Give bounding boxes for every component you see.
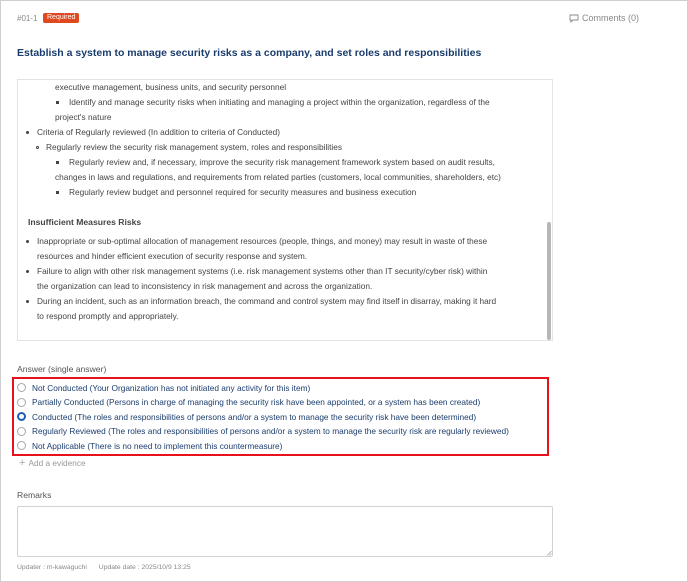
- answer-label: Answer (single answer): [17, 364, 107, 374]
- radio-icon[interactable]: [17, 441, 26, 450]
- answer-option-not-conducted[interactable]: [17, 381, 310, 394]
- desc-line: Regularly review the security risk management system, roles and responsibilities: [46, 142, 343, 152]
- risk-line: Inappropriate or sub-optimal allocation of management resources (people, things, and money) may result in waste of these: [37, 236, 488, 246]
- plus-icon: +: [19, 457, 26, 469]
- risk-line: resources and hinder efficient execution of security response and system.: [37, 251, 308, 261]
- option-label: Not Applicable (There is no need to implement this countermeasure): [32, 440, 283, 451]
- comments-button[interactable]: [569, 13, 639, 23]
- comments-label: Comments (0): [581, 13, 639, 23]
- description-panel[interactable]: [17, 79, 553, 341]
- item-id: #01-1: [17, 14, 38, 23]
- risk-line: the organization can lead to inconsistency in risk management and across the organization.: [37, 281, 373, 291]
- item-header: [17, 12, 639, 28]
- add-evidence-label: Add a evidence: [28, 458, 86, 468]
- desc-line: Regularly review and, if necessary, improve the security risk management framework system based on audit results,: [69, 157, 495, 167]
- comment-icon: [569, 14, 579, 23]
- answer-option-not-applicable[interactable]: [17, 439, 282, 452]
- answer-option-conducted[interactable]: [17, 410, 476, 423]
- bullet-icon: [26, 300, 29, 303]
- answer-options: [12, 377, 549, 456]
- radio-icon[interactable]: [17, 398, 26, 407]
- description-scrollbar[interactable]: [547, 222, 551, 340]
- answer-option-partially-conducted[interactable]: [17, 396, 480, 409]
- desc-line: Identify and manage security risks when initiating and managing a project within the organization, regardless of the: [69, 97, 490, 107]
- remarks-label: Remarks: [17, 490, 52, 500]
- option-label: Partially Conducted (Persons in charge of managing the security risk have been appointed, or a system has been created): [32, 397, 481, 407]
- radio-icon[interactable]: [17, 427, 26, 436]
- update-date: Update date : 2025/10/9 13:25: [98, 564, 191, 571]
- updater: Updater : m-kawaguchi: [17, 564, 87, 571]
- bullet-icon: [36, 146, 39, 149]
- footer-meta: [17, 564, 201, 571]
- add-evidence-link[interactable]: [19, 458, 86, 468]
- option-label: Not Conducted (Your Organization has not initiated any activity for this item): [32, 382, 311, 393]
- radio-checked-icon[interactable]: [17, 412, 26, 421]
- option-label: Conducted (The roles and responsibilities of persons and/or a system to manage the security risk have been determined): [32, 411, 477, 422]
- risks-heading: Insufficient Measures Risks: [28, 217, 142, 227]
- risk-line: During an incident, such as an information breach, the command and control system may find itself in disarray, making it hard: [37, 296, 497, 306]
- option-label: Regularly Reviewed (The roles and responsibilities of persons and/or a system to manage the security risk are regularly reviewed): [32, 426, 509, 436]
- required-badge: Required: [43, 13, 79, 23]
- risk-line: to respond promptly and appropriately.: [37, 311, 179, 321]
- resize-grip-icon[interactable]: [546, 550, 552, 556]
- bullet-icon: [26, 131, 29, 134]
- desc-line: project's nature: [55, 112, 112, 122]
- desc-line: changes in laws and regulations, and requirements from related parties (customers, local communities, shareholders, etc): [55, 172, 501, 182]
- bullet-icon: [26, 270, 29, 273]
- desc-line: Criteria of Regularly reviewed (In addition to criteria of Conducted): [37, 127, 281, 137]
- desc-line: Regularly review budget and personnel required for security measures and business execution: [69, 187, 417, 197]
- desc-line: executive management, business units, and security personnel: [55, 82, 287, 92]
- radio-icon[interactable]: [17, 383, 26, 392]
- bullet-icon: [26, 240, 29, 243]
- page-title: Establish a system to manage security risks as a company, and set roles and responsibilities: [17, 47, 482, 59]
- remarks-textarea[interactable]: [17, 506, 553, 557]
- risk-line: Failure to align with other risk management systems (i.e. risk management systems other than IT security/cyber risk) within: [37, 266, 488, 276]
- answer-option-regularly-reviewed[interactable]: [17, 425, 509, 438]
- bullet-icon: [56, 101, 59, 104]
